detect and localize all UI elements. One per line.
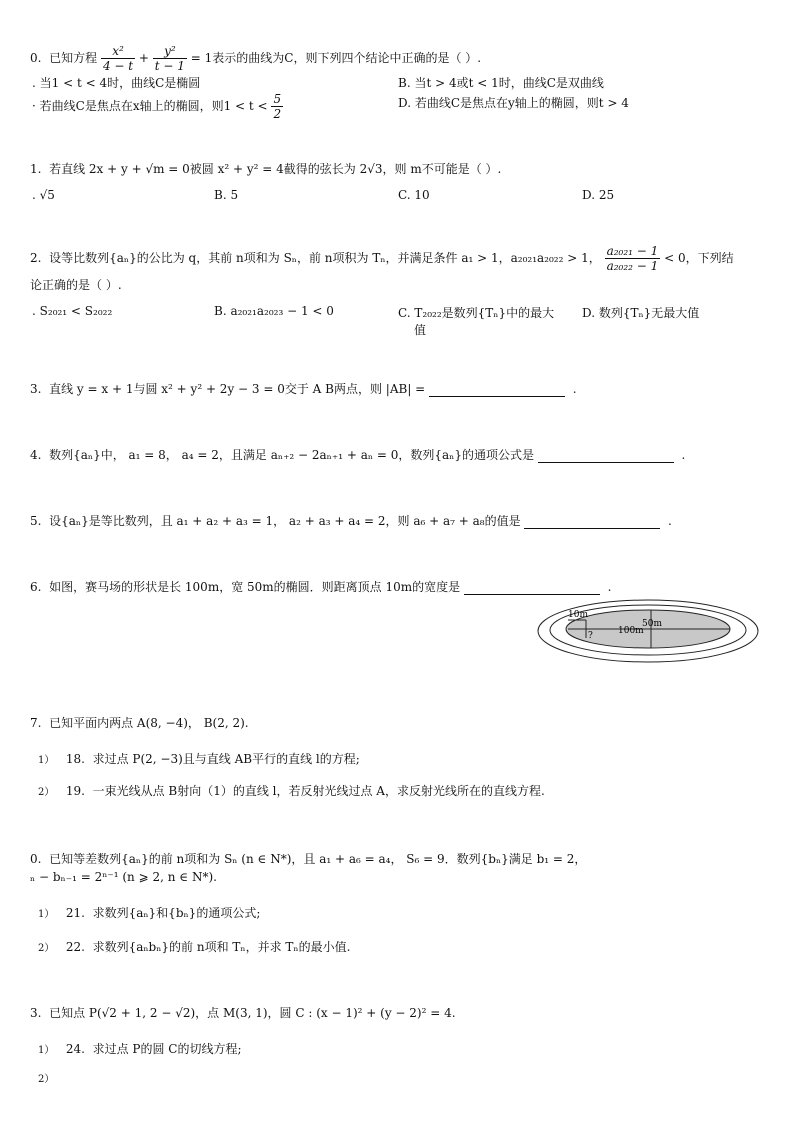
q14-stem: 4. 数列{aₙ}中， a₁ = 8， a₄ = 2，且满足 aₙ₊₂ − 2aₙ₊₁ + aₙ = 0，数列{aₙ}的通项公式是 . xyxy=(30,448,686,462)
q11-option-a[interactable]: . √5 xyxy=(32,188,55,202)
q16-text: 如图，赛马场的形状是长 100m，宽 50m的椭圆．则距离顶点 10m的宽度是 xyxy=(49,580,461,594)
q15-text: 设{aₙ}是等比数列，且 a₁ + a₂ + a₃ = 1， a₂ + a₃ + a₄ = 2，则 a₆ + a₇ + a₈的值是 xyxy=(49,514,521,528)
q10-plus: + xyxy=(138,51,149,65)
q20-text-a: 已知等差数列{aₙ}的前 n项和为 Sₙ (n ∈ N*)，且 a₁ + a₆ = a₄， S₆ = 9．数列{bₙ}满足 b₁ = 2， xyxy=(49,852,587,866)
q17-sub-1: 1） 18. 求过点 P(2, −3)且与直线 AB平行的直线 l的方程; xyxy=(38,752,360,766)
q12-option-b[interactable]: B. a₂₀₂₁a₂₀₂₃ − 1 < 0 xyxy=(214,304,334,318)
q10-number: 0. xyxy=(30,51,42,65)
q12-stem xyxy=(30,244,770,273)
q14-text: 数列{aₙ}中， a₁ = 8， a₄ = 2，且满足 aₙ₊₂ − 2aₙ₊₁ + aₙ = 0，数列{aₙ}的通项公式是 xyxy=(49,448,534,462)
q23-text: 已知点 P(√2 + 1, 2 − √2)，点 M(3, 1)，圆 C : (x − 1)² + (y − 2)² = 4. xyxy=(49,1006,456,1020)
label-100m: 100m xyxy=(618,626,644,636)
q12-option-d[interactable]: D. 数列{Tₙ}无最大值 xyxy=(582,306,700,320)
q10-option-a[interactable]: . 当1 < t < 4时，曲线C是椭圆 xyxy=(32,76,201,90)
q10-text-b: = 1表示的曲线为C，则下列四个结论中正确的是（ ）. xyxy=(190,51,482,65)
q11-number: 1. xyxy=(30,162,42,176)
q12-option-a[interactable]: . S₂₀₂₁ < S₂₀₂₂ xyxy=(32,304,113,318)
q13-stem: 3. 直线 y = x + 1与圆 x² + y² + 2y − 3 = 0交于 A B两点，则 |AB| = . xyxy=(30,382,577,396)
q23-sub-2: 2） xyxy=(38,1074,55,1085)
q11-text: 若直线 2x + y + √m = 0被圆 x² + y² = 4截得的弦长为 2√3，则 m不可能是（ ）. xyxy=(49,162,502,176)
q11-option-d[interactable]: D. 25 xyxy=(582,188,615,202)
q20-number: 0. xyxy=(30,852,42,866)
q23-stem xyxy=(30,1004,456,1021)
q15-number: 5. xyxy=(30,514,42,528)
q12-number: 2. xyxy=(30,251,42,265)
q10-option-c[interactable]: · 若曲线C是焦点在x轴上的椭圆，则1 < t < $\frac{5}{2}$ xyxy=(32,92,282,121)
label-question: ? xyxy=(588,631,593,641)
q17-stem xyxy=(30,714,249,731)
q16-stem: 6. 如图，赛马场的形状是长 100m，宽 50m的椭圆．则距离顶点 10m的宽度是 . xyxy=(30,580,612,594)
q10-stem xyxy=(30,44,481,73)
q10-optc-fraction: $\frac{5}{2}$ xyxy=(273,92,282,121)
q20-stem-cont: ₙ − bₙ₋₁ = 2ⁿ⁻¹ (n ⩾ 2, n ∈ N*). xyxy=(30,870,217,884)
q17-text: 已知平面内两点 A(8, −4)， B(2, 2). xyxy=(49,716,249,730)
q20-sub-1: 1） 21. 求数列{aₙ}和{bₙ}的通项公式; xyxy=(38,906,261,920)
q20-sub-2: 2） 22. 求数列{aₙbₙ}的前 n项和 Tₙ，并求 Tₙ的最小值. xyxy=(38,940,351,954)
q10-fraction-y: $\frac{\text{y²}}{t - 1}$ xyxy=(154,44,185,73)
q15-stem: 5. 设{aₙ}是等比数列，且 a₁ + a₂ + a₃ = 1， a₂ + a₃ + a₄ = 2，则 a₆ + a₇ + a₈的值是 . xyxy=(30,514,672,528)
q14-answer-blank[interactable] xyxy=(538,448,674,463)
q20-stem xyxy=(30,850,586,867)
q11-stem xyxy=(30,160,501,177)
q12-option-c[interactable]: C. T₂₀₂₂是数列{Tₙ}中的最大 值 xyxy=(398,306,555,337)
q17-sub-2: 2） 19. 一束光线从点 B射向（1）的直线 l，若反射光线过点 A，求反射光线所在的直线方程. xyxy=(38,784,545,798)
q10-text-a: 已知方程 xyxy=(49,51,98,65)
label-50m: 50m xyxy=(642,619,662,629)
q10-fraction-x: $\frac{\text{x²}}{4 - t}$ xyxy=(102,44,134,73)
q15-answer-blank[interactable] xyxy=(524,514,660,529)
q13-number: 3. xyxy=(30,382,42,396)
q10-option-d[interactable]: D. 若曲线C是焦点在y轴上的椭圆，则t > 4 xyxy=(398,96,629,110)
q12-text-b: < 0，下列结 xyxy=(664,251,734,265)
q13-text: 直线 y = x + 1与圆 x² + y² + 2y − 3 = 0交于 A B两点，则 |AB| = xyxy=(49,382,426,396)
q10-option-b[interactable]: B. 当t > 4或t < 1时，曲线C是双曲线 xyxy=(398,76,604,90)
q13-answer-blank[interactable] xyxy=(429,382,565,397)
q11-option-c[interactable]: C. 10 xyxy=(398,188,430,202)
q11-option-b[interactable]: B. 5 xyxy=(214,188,239,202)
racetrack-ellipse-figure xyxy=(536,598,760,664)
q12-stem-cont: 论正确的是（ ）. xyxy=(30,278,122,292)
q14-number: 4. xyxy=(30,448,42,462)
q12-fraction: $\frac{\text{a₂₀₂₁ − 1}}{\text{a₂₀₂₂ − 1}}$ xyxy=(606,244,659,273)
q23-sub-1: 1） 24. 求过点 P的圆 C的切线方程; xyxy=(38,1042,242,1056)
q12-text-a: 设等比数列{aₙ}的公比为 q，其前 n项和为 Sₙ，前 n项积为 Tₙ，并满足条件 a₁ > 1，a₂₀₂₁a₂₀₂₂ > 1， xyxy=(49,251,601,265)
q16-answer-blank[interactable] xyxy=(464,580,600,595)
q23-number: 3. xyxy=(30,1006,42,1020)
q16-number: 6. xyxy=(30,580,42,594)
q17-number: 7. xyxy=(30,716,42,730)
label-10m: 10m xyxy=(568,610,588,620)
